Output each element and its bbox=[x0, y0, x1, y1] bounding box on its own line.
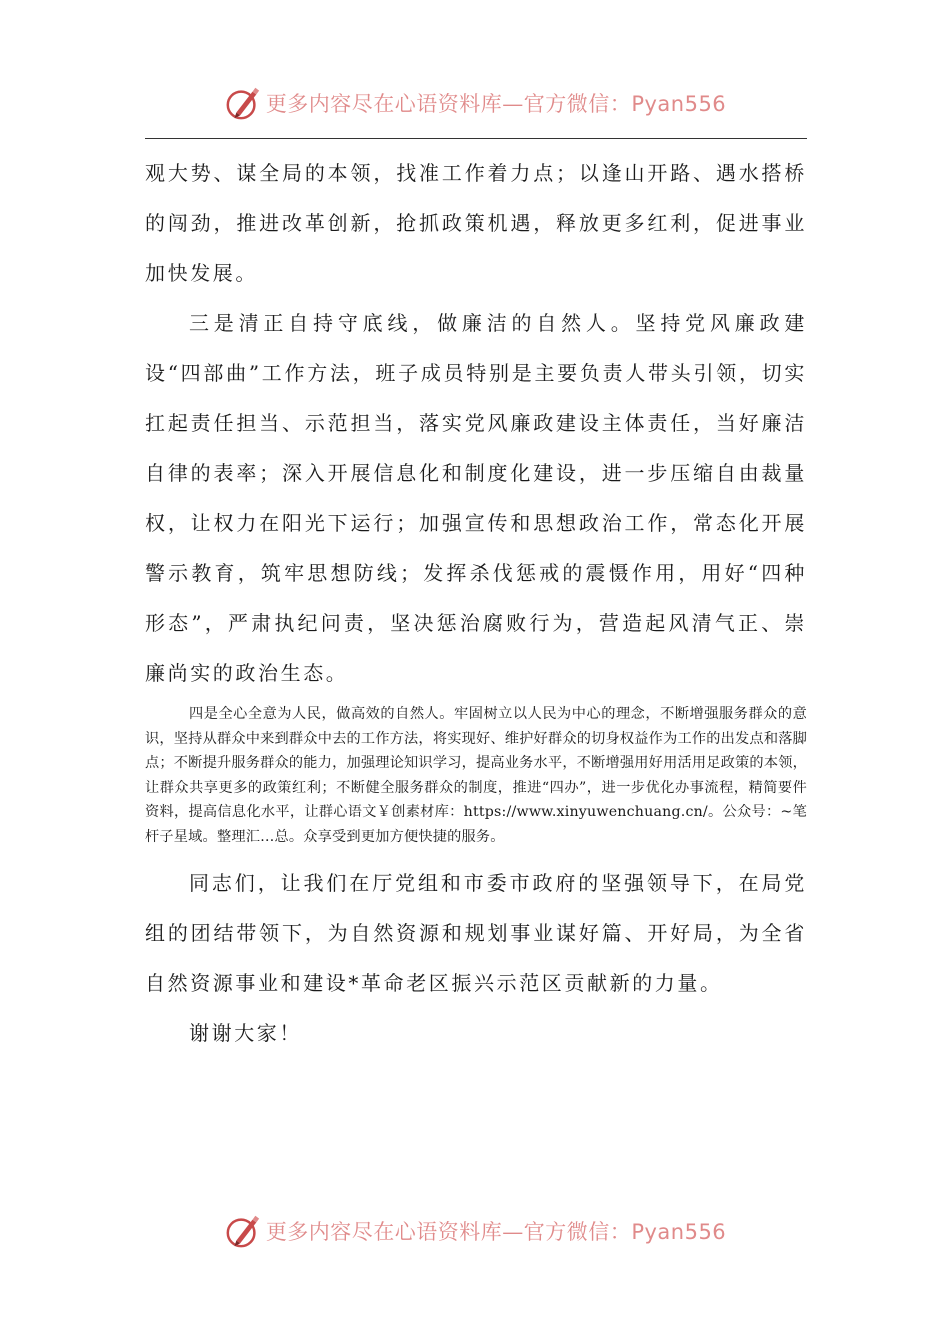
pen-logo-icon bbox=[224, 84, 262, 122]
header-banner-wechat-id: Pyan556 bbox=[631, 92, 727, 116]
header-banner bbox=[0, 78, 950, 128]
footer-banner bbox=[0, 1206, 950, 1256]
paragraph-2: 三是清正自持守底线，做廉洁的自然人。坚持党风廉政建设“四部曲”工作方法，班子成员特别是主要负责人带头引领，切实扛起责任担当、示范担当，落实党风廉政建设主体责任，当好廉洁自律的表率；深入开展信息化和制度化建设，进一步压缩自由裁量权，让权力在阳光下运行；加强宣传和思想政治工作，常态化开展警示教育，筑牢思想防线；发挥杀伐惩戒的震慑作用，用好“四种形态”，严肃执纪问责，坚决惩治腐败行为，营造起风清气正、崇廉尚实的政治生态。 bbox=[145, 311, 807, 685]
footer-banner-cn: 更多内容尽在心语资料库—官方微信： bbox=[265, 1220, 632, 1244]
header-banner-text bbox=[266, 88, 726, 118]
paragraph-4: 同志们，让我们在厅党组和市委市政府的坚强领导下，在局党组的团结带领下，为自然资源和规划事业谋好篇、开好局，为全省自然资源事业和建设*革命老区振兴示范区贡献新的力量。 bbox=[145, 870, 807, 995]
paragraph-3: 四是全心全意为人民，做高效的自然人。牢固树立以人民为中心的理念，不断增强服务群众的意识，坚持从群众中来到群众中去的工作方法，将实现好、维护好群众的切身权益作为工作的出发点和落脚点；不断提升服务群众的能力，加强理论知识学习，提高业务水平，不断增强用好用活用足政策的本领，让群众共享更多的政策红利；不断健全服务群众的制度，推进“四办”，进一步优化办事流程，精简要件资料，提高信息化水平，让群心语文￥创素材库：https://www.xinyuwenchuang.cn/。公众号：~笔杆子星域。整理汇…总。众享受到更加方便快捷的服务。 bbox=[145, 706, 807, 845]
paragraph-1: 观大势、谋全局的本领，找准工作着力点；以逢山开路、遇水搭桥的闯劲，推进改革创新，抢抓政策机遇，释放更多红利，促进事业加快发展。 bbox=[145, 161, 807, 285]
closing-thanks: 谢谢大家！ bbox=[189, 1020, 302, 1045]
header-divider bbox=[145, 138, 807, 139]
footer-banner-wechat-id: Pyan556 bbox=[631, 1220, 727, 1244]
pen-logo-icon bbox=[224, 1212, 262, 1250]
footer-banner-text bbox=[266, 1216, 726, 1246]
header-banner-cn: 更多内容尽在心语资料库—官方微信： bbox=[265, 92, 632, 116]
document-body bbox=[145, 148, 807, 1058]
